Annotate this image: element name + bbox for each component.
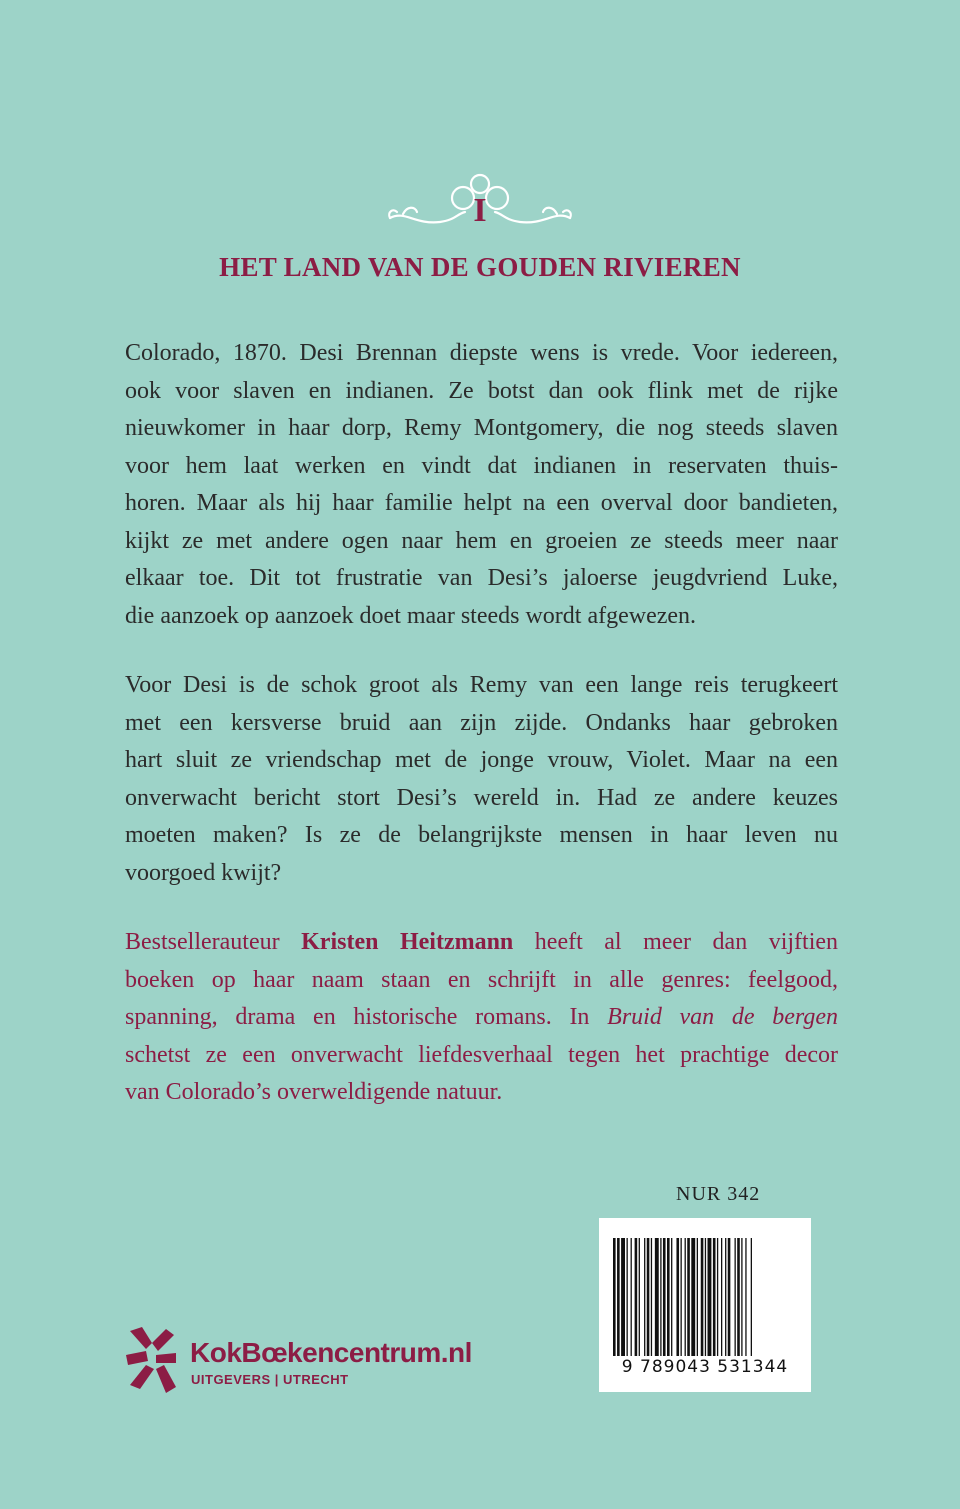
series-title: HET LAND VAN DE GOUDEN RIVIEREN (219, 252, 741, 282)
author-name: Kristen Heitzmann (301, 929, 514, 955)
blurb-line: moeten maken? Is ze de belangrijkste mensen in haar leven nu (125, 822, 838, 848)
author-note-text: Bestsellerauteur (125, 929, 302, 955)
blurb-line: ook voor slaven en indianen. Ze botst dan ook flink met de rijke (125, 377, 838, 404)
blurb-line: Voor Desi is de schok groot als Remy van een lange reis terugkeert (125, 672, 838, 698)
barcode (599, 1218, 811, 1392)
publisher-name: KokBœkencentrum.nl (190, 1337, 472, 1368)
blurb-paragraph-1 (125, 335, 838, 635)
blurb-paragraph-2 (125, 667, 838, 892)
author-note-line (125, 924, 838, 962)
blurb-line: hart sluit ze vriendschap met de jonge vrouw, Violet. Maar na een (125, 747, 838, 773)
blurb-line: horen. Maar als hij haar familie helpt na een overval door bandieten, (125, 490, 838, 516)
blurb-line: die aanzoek op aanzoek doet maar steeds wordt afgewezen. (125, 602, 697, 629)
blurb-line: met een kersverse bruid aan zijn zijde. Ondanks haar gebroken (125, 709, 838, 736)
blurb-line: voor hem laat werken en vindt dat indianen in reservaten thuis- (125, 452, 838, 479)
blurb-line: elkaar toe. Dit tot frustratie van Desi’s jaloerse jeugdvriend Luke, (125, 565, 838, 591)
barcode-icon (611, 1238, 799, 1356)
blurb-line: voorgoed kwijt? (125, 859, 282, 886)
author-note-line: van Colorado’s overweldigende natuur. (125, 1079, 503, 1105)
nur-code: NUR 342 (676, 1183, 761, 1205)
isbn-number: 9 789043 531344 (621, 1357, 789, 1377)
book-title: Bruid van de bergen (607, 1004, 839, 1030)
blurb-line: onverwacht bericht stort Desi’s wereld in. Had ze andere keuzes (125, 784, 838, 811)
author-note-line (125, 999, 838, 1037)
publisher-logo (122, 1325, 472, 1400)
blurb-line: Colorado, 1870. Desi Brennan diepste wens is vrede. Voor iedereen, (125, 340, 838, 366)
publisher-tagline: UITGEVERS | UTRECHT (191, 1372, 349, 1387)
series-numeral: I (473, 192, 487, 229)
author-note-text: heeft al meer dan vijftien (513, 929, 839, 955)
blurb-line: kijkt ze met andere ogen naar hem en groeien ze steeds meer naar (125, 527, 838, 554)
author-note-line: schetst ze een onverwacht liefdesverhaal tegen het prachtige decor (125, 1041, 838, 1068)
author-note (125, 924, 838, 1112)
blurb-line: nieuwkomer in haar dorp, Remy Montgomery, die nog steeds slaven (125, 415, 838, 441)
publisher-logo-icon (122, 1325, 180, 1400)
author-note-line: boeken op haar naam staan en schrijft in alle genres: feelgood, (125, 966, 838, 993)
author-note-text: spanning, drama en historische romans. In (125, 1004, 608, 1030)
